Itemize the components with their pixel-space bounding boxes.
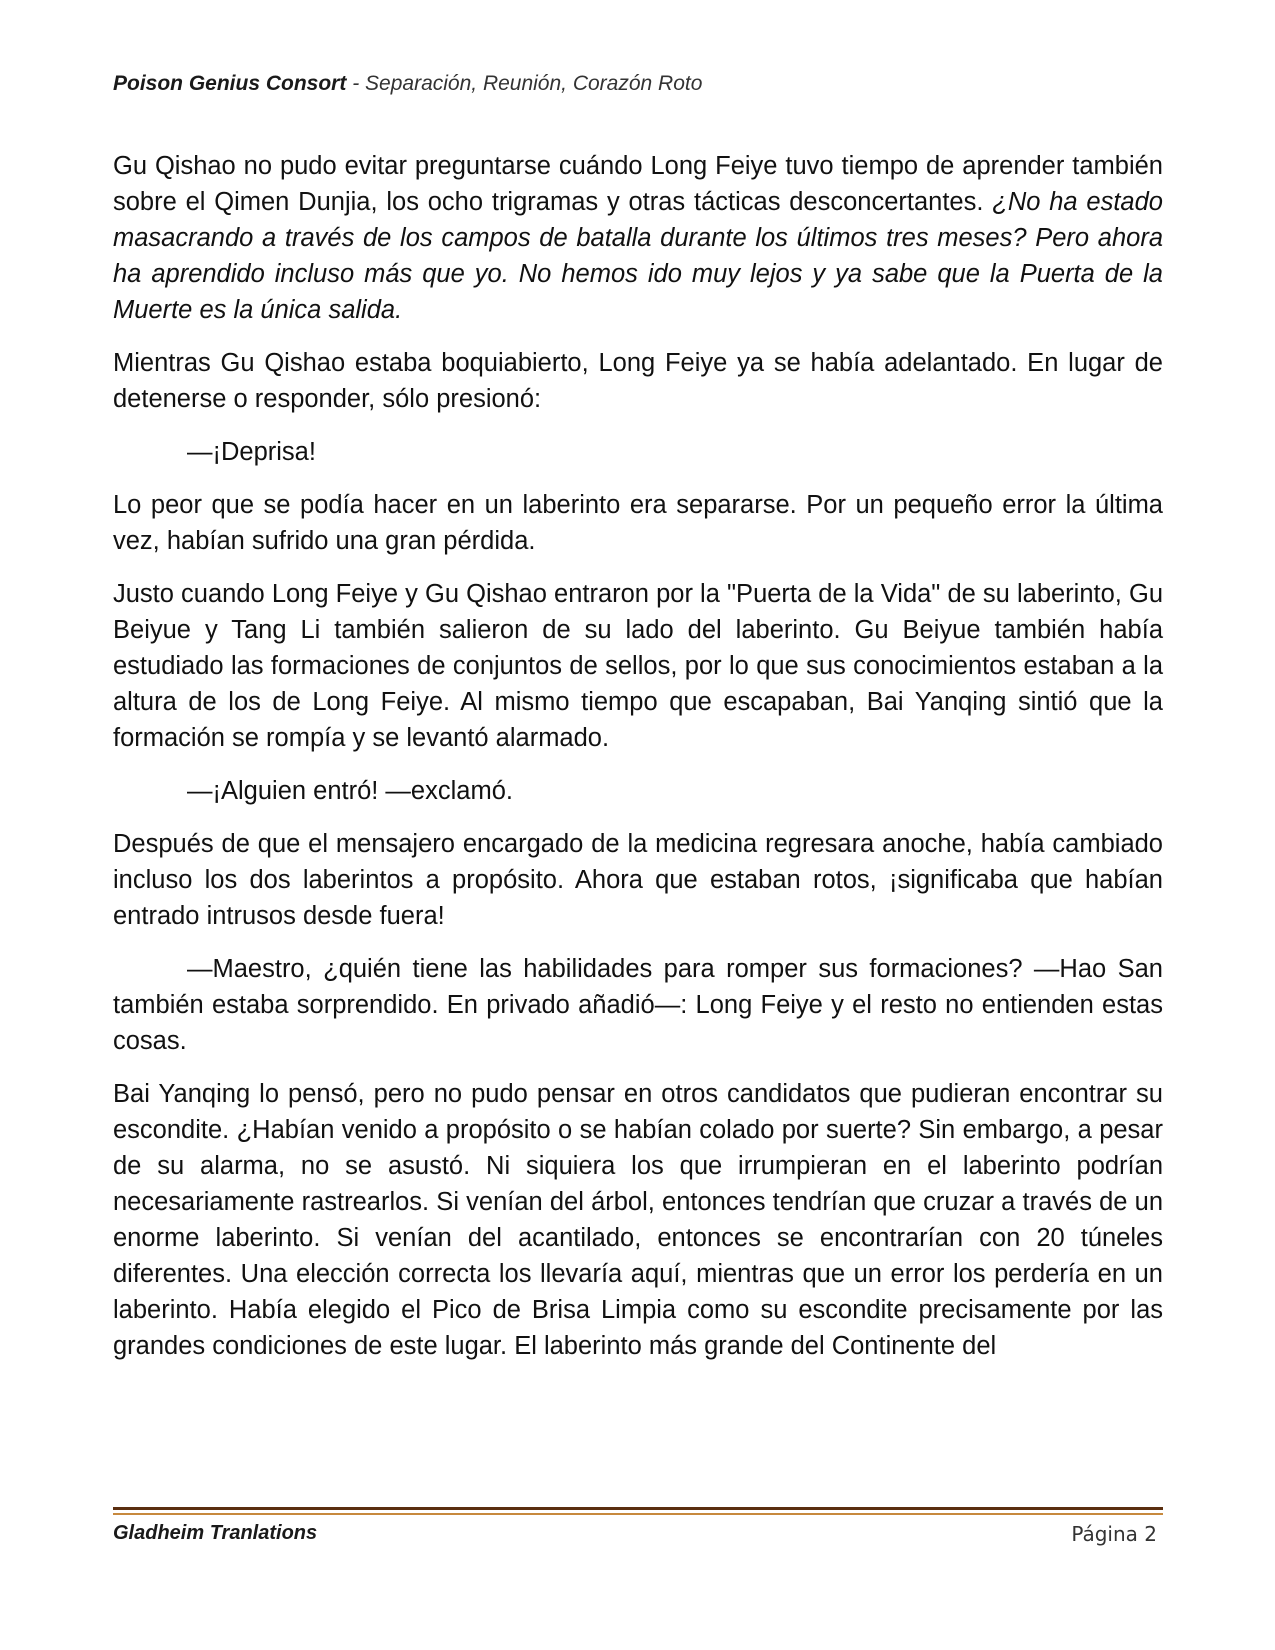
paragraph-3: Lo peor que se podía hacer en un laberinto era separarse. Por un pequeño error la última vez, habían sufrido una gran pérdida.	[113, 491, 1163, 555]
header-book-title: Poison Genius Consort	[113, 72, 347, 95]
body-text	[113, 148, 1163, 1381]
footer-divider-light	[113, 1513, 1163, 1515]
dialogue-line-1: —¡Deprisa!	[187, 438, 316, 466]
footer-divider-dark	[113, 1507, 1163, 1510]
page-number: Página 2	[1071, 1522, 1157, 1546]
paragraph-1-narration: Gu Qishao no pudo evitar preguntarse cuándo Long Feiye tuvo tiempo de aprender también sobre el Qimen Dunjia, los ocho trigramas y otras tácticas desconcertantes.	[113, 152, 1163, 216]
footer-publisher: Gladheim Tranlations	[113, 1522, 318, 1544]
running-header	[113, 72, 1163, 96]
dialogue-line-2: —¡Alguien entró! —exclamó.	[187, 777, 513, 805]
dialogue-line-3: —Maestro, ¿quién tiene las habilidades para romper sus formaciones? —Hao San también estaba sorprendido. En privado añadió—: Long Feiye y el resto no entienden estas cosas.	[113, 955, 1163, 1055]
header-chapter-title: Separación, Reunión, Corazón Roto	[365, 72, 703, 95]
paragraph-1-thought: ¿No ha estado masacrando a través de los campos de batalla durante los últimos tres meses? Pero ahora ha aprendido incluso más que yo. No hemos ido muy lejos y ya sabe que la Puerta de la Muerte es la única salida.	[113, 188, 1163, 324]
paragraph-6: Bai Yanqing lo pensó, pero no pudo pensar en otros candidatos que pudieran encontrar su escondite. ¿Habían venido a propósito o se habían colado por suerte? Sin embargo, a pesar de su alarma, no se asustó. Ni siquiera los que irrumpieran en el laberinto podrían necesariamente rastrearlos. Si venían del árbol, entonces tendrían que cruzar a través de un enorme laberinto. Si venían del acantilado, entonces se encontrarían con 20 túneles diferentes. Una elección correcta los llevaría aquí, mientras que un error los perdería en un laberinto. Había elegido el Pico de Brisa Limpia como su escondite precisamente por las grandes condiciones de este lugar. El laberinto más grande del Continente del	[113, 1080, 1163, 1360]
paragraph-1	[113, 148, 1163, 328]
header-separator: -	[346, 72, 366, 95]
paragraph-4: Justo cuando Long Feiye y Gu Qishao entraron por la "Puerta de la Vida" de su laberinto, Gu Beiyue y Tang Li también salieron de su lado del laberinto. Gu Beiyue también había estudiado las formaciones de conjuntos de sellos, por lo que sus conocimientos estaban a la altura de los de Long Feiye. Al mismo tiempo que escapaban, Bai Yanqing sintió que la formación se rompía y se levantó alarmado.	[113, 580, 1163, 752]
paragraph-5: Después de que el mensajero encargado de la medicina regresara anoche, había cambiado incluso los dos laberintos a propósito. Ahora que estaban rotos, ¡significaba que habían entrado intrusos desde fuera!	[113, 830, 1163, 930]
paragraph-2: Mientras Gu Qishao estaba boquiabierto, Long Feiye ya se había adelantado. En lugar de detenerse o responder, sólo presionó:	[113, 349, 1163, 413]
